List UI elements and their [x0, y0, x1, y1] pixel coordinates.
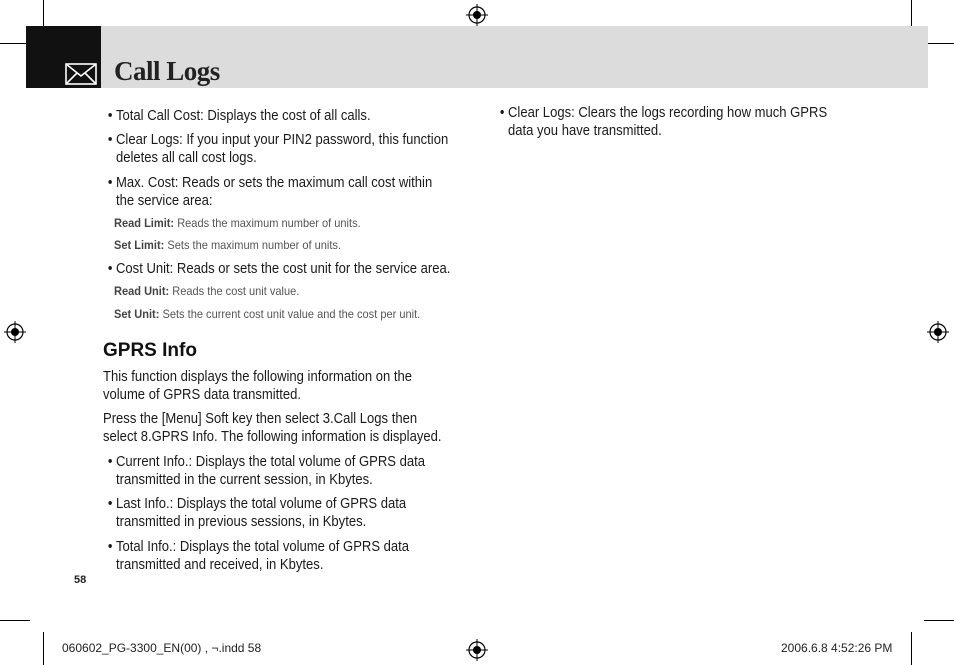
list-item: • Current Info.: Displays the total volume of GPRS data transmitted in the current session, in Kbytes.	[107, 454, 425, 488]
envelope-icon	[65, 63, 97, 85]
sub-item: Set Unit: Sets the current cost unit value and the cost per unit.	[114, 307, 421, 321]
registration-mark-icon	[466, 4, 488, 26]
list-item: • Clear Logs: Clears the logs recording how much GPRS data you have transmitted.	[499, 105, 828, 139]
list-item: • Max. Cost: Reads or sets the maximum call cost within the service area:	[107, 175, 433, 209]
crop-mark	[924, 43, 954, 44]
crop-mark	[0, 620, 30, 621]
list-item: • Last Info.: Displays the total volume of GPRS data transmitted in previous sessions, in Kbytes.	[107, 496, 407, 530]
page-title: Call Logs	[114, 56, 220, 86]
crop-mark	[911, 632, 912, 665]
paragraph: This function displays the following information on the volume of GPRS data transmitted.	[103, 369, 413, 403]
footer-file-name: 060602_PG-3300_EN(00) , ¬.indd 58	[62, 641, 262, 655]
crop-mark	[924, 620, 954, 621]
section-title: GPRS Info	[103, 340, 197, 361]
list-item: • Total Call Cost: Displays the cost of all calls.	[107, 108, 371, 124]
list-item: • Clear Logs: If you input your PIN2 password, this function deletes all call cost logs.	[107, 132, 449, 166]
paragraph: Press the [Menu] Soft key then select 3.Call Logs then select 8.GPRS Info. The following information is displayed.	[103, 411, 442, 445]
sub-item: Read Unit: Reads the cost unit value.	[114, 284, 300, 298]
list-item: • Cost Unit: Reads or sets the cost unit for the service area.	[107, 261, 451, 277]
list-item: • Total Info.: Displays the total volume of GPRS data transmitted and received, in Kbytes.	[107, 539, 410, 573]
sub-item: Set Limit: Sets the maximum number of units.	[114, 238, 342, 252]
registration-mark-icon	[927, 321, 949, 343]
sub-item: Read Limit: Reads the maximum number of units.	[114, 216, 361, 230]
page-number: 58	[74, 574, 87, 586]
registration-mark-icon	[4, 321, 26, 343]
footer-timestamp: 2006.6.8 4:52:26 PM	[781, 641, 893, 655]
crop-mark	[43, 632, 44, 665]
registration-mark-icon	[466, 639, 488, 661]
